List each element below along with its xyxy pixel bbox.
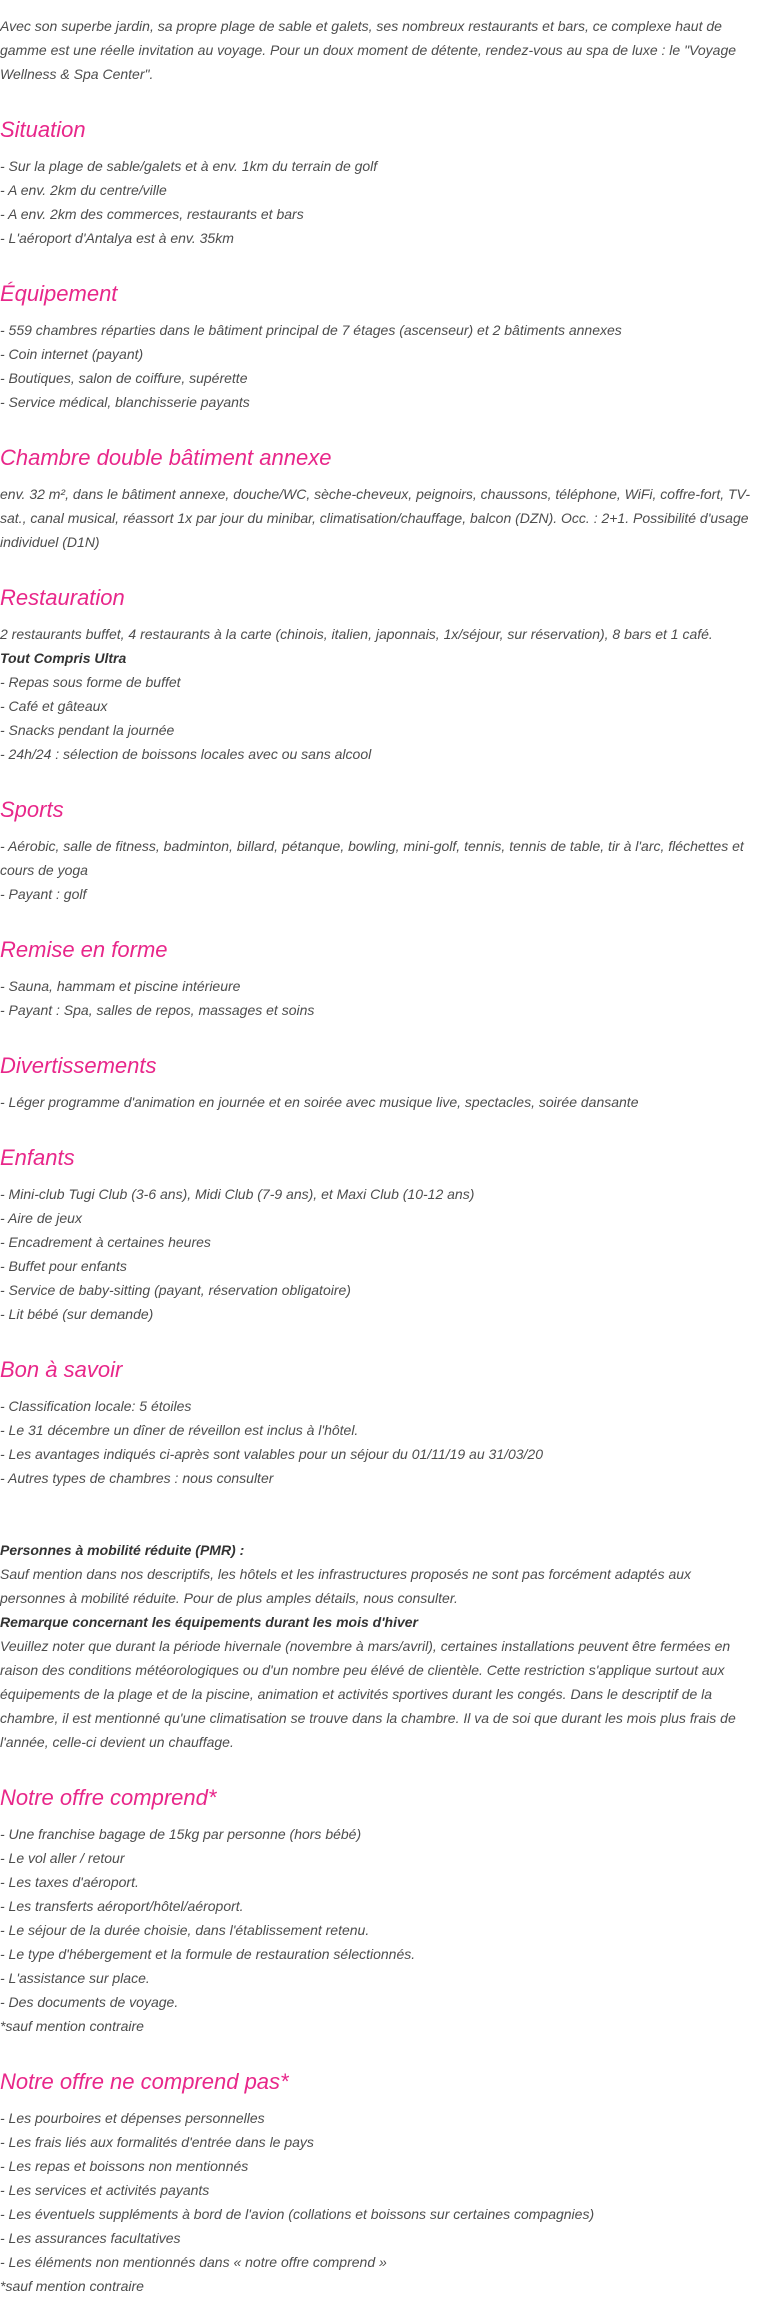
list-item: - 24h/24 : sélection de boissons locales avec ou sans alcool [0,746,372,762]
remarque-text: Veuillez noter que durant la période hivernale (novembre à mars/avril), certaines installations peuvent être fermées en raison des conditions météorologiques ou d'un nombre peu élévé de clientèle. Cette restriction s'applique surtout aux équipements de la plage et de la piscine, animation et activités sportives durant les congés. Dans le descriptif de la chambre, il est mentionné qu'une climatisation se trouve dans la chambre. Il va de soi que durant les mois plus frais de l'année, celle-ci devient un chauffage. [0,1638,736,1750]
list-item: - Les repas et boissons non mentionnés [0,2158,249,2174]
list-item: - Coin internet (payant) [0,346,144,362]
list-item: - Les pourboires et dépenses personnelles [0,2110,265,2126]
list-item: - Les taxes d'aéroport. [0,1874,139,1890]
restauration-heading: Restauration [0,585,125,610]
list-item: - A env. 2km des commerces, restaurants et bars [0,206,304,222]
list-item: - Autres types de chambres : nous consulter [0,1470,274,1486]
list-item: - Les éléments non mentionnés dans « notre offre comprend » [0,2254,387,2270]
list-item: - Les frais liés aux formalités d'entrée dans le pays [0,2134,314,2150]
divertissements-heading: Divertissements [0,1053,157,1078]
bon-a-savoir-list [0,1394,758,1490]
list-item: - Les assurances facultatives [0,2230,181,2246]
list-item: - Encadrement à certaines heures [0,1234,211,1250]
chambre-text: env. 32 m², dans le bâtiment annexe, douche/WC, sèche-cheveux, peignoirs, chaussons, téléphone, WiFi, coffre-fort, TV-sat., canal musical, réassort 1x par jour du minibar, climatisation/chauffage, balcon (DZN). Occ. : 2+1. Possibilité d'usage individuel (D1N) [0,486,751,550]
list-item: - Snacks pendant la journée [0,722,175,738]
chambre-heading: Chambre double bâtiment annexe [0,445,332,470]
list-item: - Des documents de voyage. [0,1994,179,2010]
spacer [0,1514,758,1538]
list-item: - Service médical, blanchisserie payants [0,394,250,410]
section-divertissements [0,1052,758,1114]
list-item: - Les services et activités payants [0,2182,210,2198]
list-item: - Service de baby-sitting (payant, réservation obligatoire) [0,1282,351,1298]
list-item: - Mini-club Tugi Club (3-6 ans), Midi Club (7-9 ans), et Maxi Club (10-12 ans) [0,1186,475,1202]
list-item: - L'assistance sur place. [0,1970,150,1986]
section-enfants [0,1144,758,1326]
intro-text: Avec son superbe jardin, sa propre plage de sable et galets, ses nombreux restaurants et bars, ce complexe haut de gamme est une réelle invitation au voyage. Pour un doux moment de détente, rendez-vous au spa de luxe : le "Voyage Wellness & Spa Center". [0,18,737,82]
list-item: - Payant : Spa, salles de repos, massages et soins [0,1002,315,1018]
equipement-list [0,318,758,414]
offre-ne-comprend-pas-note: *sauf mention contraire [0,2278,144,2294]
divertissements-list [0,1090,758,1114]
pmr-text: Sauf mention dans nos descriptifs, les hôtels et les infrastructures proposés ne sont pas forcément adaptés aux personnes à mobilité réduite. Pour de plus amples détails, nous consulter. [0,1566,692,1606]
restauration-formula-title: Tout Compris Ultra [0,650,127,666]
section-sports [0,796,758,906]
list-item: - Le 31 décembre un dîner de réveillon est inclus à l'hôtel. [0,1422,359,1438]
section-bon-a-savoir [0,1356,758,1754]
offre-comprend-heading: Notre offre comprend* [0,1785,217,1810]
list-item: - Aire de jeux [0,1210,82,1226]
section-equipement [0,280,758,414]
equipement-heading: Équipement [0,281,118,306]
enfants-list [0,1182,758,1326]
list-item: - Le vol aller / retour [0,1850,125,1866]
list-item: - L'aéroport d'Antalya est à env. 35km [0,230,234,246]
list-item: - Classification locale: 5 étoiles [0,1398,192,1414]
list-item: - Aérobic, salle de fitness, badminton, billard, pétanque, bowling, mini-golf, tennis, tennis de table, tir à l'arc, fléchettes et cours de yoga [0,838,744,878]
sports-heading: Sports [0,797,64,822]
section-restauration [0,584,758,766]
section-remise-en-forme [0,936,758,1022]
list-item: - Les avantages indiqués ci-après sont valables pour un séjour du 01/11/19 au 31/03/20 [0,1446,543,1462]
sports-list [0,834,758,906]
list-item: - Le séjour de la durée choisie, dans l'établissement retenu. [0,1922,370,1938]
list-item: - Sur la plage de sable/galets et à env. 1km du terrain de golf [0,158,378,174]
offre-ne-comprend-pas-heading: Notre offre ne comprend pas* [0,2069,289,2094]
list-item: - Payant : golf [0,886,87,902]
list-item: - Boutiques, salon de coiffure, supérette [0,370,248,386]
offre-ne-comprend-pas-list [0,2106,758,2274]
section-offre-ne-comprend-pas [0,2068,758,2298]
list-item: - Léger programme d'animation en journée et en soirée avec musique live, spectacles, soirée dansante [0,1094,639,1110]
bon-a-savoir-heading: Bon à savoir [0,1357,123,1382]
offre-comprend-note: *sauf mention contraire [0,2018,144,2034]
remise-list [0,974,758,1022]
spacer [0,1490,758,1514]
list-item: - Le type d'hébergement et la formule de restauration sélectionnés. [0,1946,416,1962]
list-item: - Les éventuels suppléments à bord de l'avion (collations et boissons sur certaines compagnies) [0,2206,595,2222]
section-chambre [0,444,758,554]
list-item: - Sauna, hammam et piscine intérieure [0,978,241,994]
list-item: - Buffet pour enfants [0,1258,127,1274]
list-item: - Lit bébé (sur demande) [0,1306,154,1322]
restauration-text: 2 restaurants buffet, 4 restaurants à la carte (chinois, italien, japonnais, 1x/séjour, sur réservation), 8 bars et 1 café. [0,626,713,642]
situation-list [0,154,758,250]
list-item: - Repas sous forme de buffet [0,674,181,690]
list-item: - 559 chambres réparties dans le bâtiment principal de 7 étages (ascenseur) et 2 bâtiments annexes [0,322,622,338]
list-item: - Les transferts aéroport/hôtel/aéroport. [0,1898,244,1914]
list-item: - Café et gâteaux [0,698,108,714]
section-situation [0,116,758,250]
situation-heading: Situation [0,117,86,142]
remise-heading: Remise en forme [0,937,168,962]
offre-comprend-list [0,1822,758,2014]
pmr-title: Personnes à mobilité réduite (PMR) : [0,1542,245,1558]
list-item: - A env. 2km du centre/ville [0,182,167,198]
enfants-heading: Enfants [0,1145,75,1170]
restauration-list [0,670,758,766]
remarque-title: Remarque concernant les équipements durant les mois d'hiver [0,1614,419,1630]
list-item: - Une franchise bagage de 15kg par personne (hors bébé) [0,1826,362,1842]
section-offre-comprend [0,1784,758,2038]
